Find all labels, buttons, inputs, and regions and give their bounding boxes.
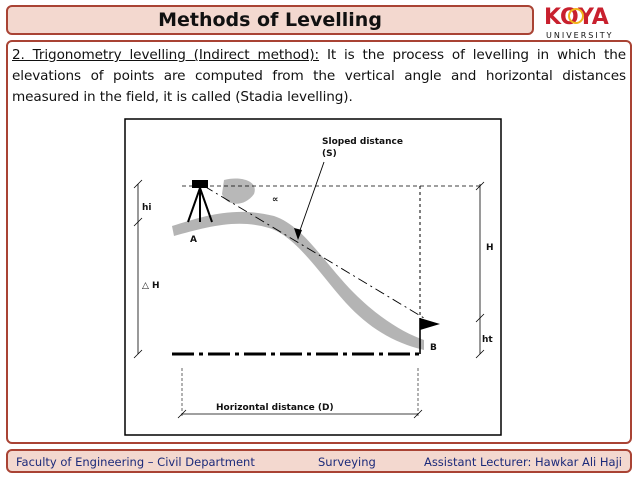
university-logo <box>540 2 636 42</box>
method-heading: 2. Trigonometry levelling (Indirect method): <box>12 47 320 63</box>
point-b-label: B <box>430 343 437 353</box>
description-paragraph <box>12 45 626 108</box>
footer-bar <box>6 449 632 473</box>
footer-department: Faculty of Engineering – Civil Department <box>16 455 255 469</box>
horizontal-distance-label: Horizontal distance (D) <box>216 403 334 413</box>
sloped-distance-label: Sloped distance <box>322 137 403 147</box>
instrument-head-icon <box>192 180 208 188</box>
footer-course: Surveying <box>318 455 376 469</box>
point-a-label: A <box>190 235 197 245</box>
h-label: H <box>486 243 494 253</box>
method-description: It is the process of levelling in which the elevations of points are computed from the vertical angle and horizontal distances measured in the field, it is called (Stadia levelling). <box>12 47 626 105</box>
diagram-frame <box>125 119 501 435</box>
sloped-symbol-label: (S) <box>322 149 337 159</box>
slide-title: Methods of Levelling <box>158 9 382 31</box>
hi-label: hi <box>142 203 152 213</box>
alpha-label: ∝ <box>272 195 279 205</box>
title-bar <box>6 5 534 35</box>
logo-wordmark: KOYA <box>544 5 609 30</box>
ht-label: ht <box>482 335 493 345</box>
footer-lecturer: Assistant Lecturer: Hawkar Ali Haji <box>423 455 622 469</box>
delta-h-label: △ H <box>142 281 160 291</box>
logo-subtext: UNIVERSITY <box>546 31 614 40</box>
trig-levelling-diagram <box>124 118 502 436</box>
